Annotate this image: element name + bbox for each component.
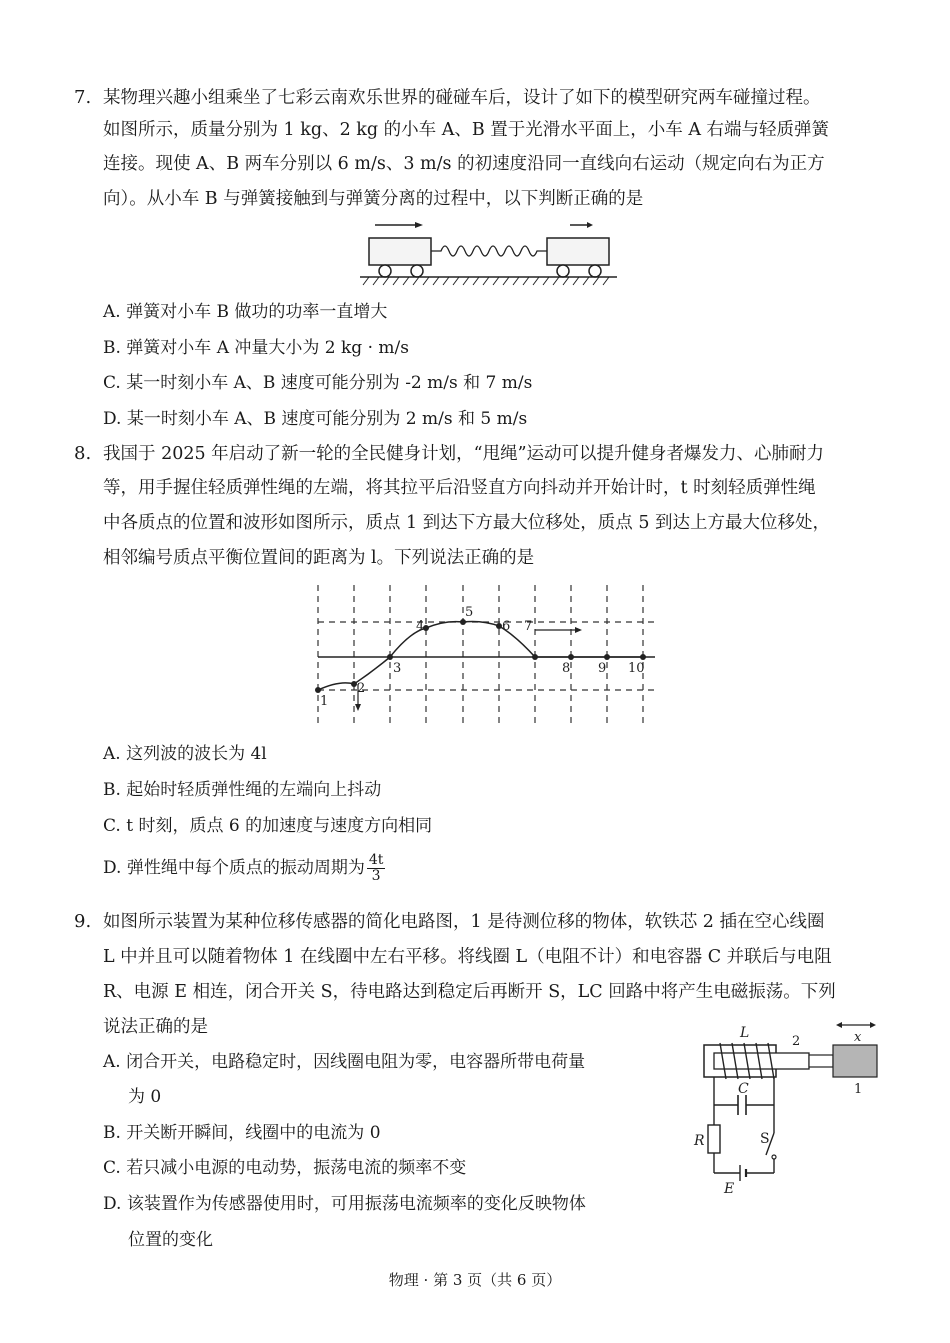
- q8-option-d-denominator: 3: [371, 868, 381, 884]
- q8-number: 8.: [74, 443, 92, 464]
- q8-option-b: B. 起始时轻质弹性绳的左端向上抖动: [103, 780, 382, 800]
- q9-line-3: R、电源 E 相连，闭合开关 S，待电路达到稳定后再断开 S，LC 回路中将产生电磁振荡。下列: [103, 982, 836, 1002]
- q7-carts-figure: [355, 215, 620, 290]
- q9-option-d-line-1: D. 该装置作为传感器使用时，可用振荡电流频率的变化反映物体: [103, 1194, 586, 1214]
- wave-label-8: 8: [562, 661, 571, 676]
- q8-line-3: 中各质点的位置和波形如图所示，质点 1 到达下方最大位移处，质点 5 到达上方最大位移处，: [103, 513, 831, 533]
- q7-option-d: D. 某一时刻小车 A、B 速度可能分别为 2 m/s 和 5 m/s: [103, 409, 528, 429]
- q9-option-c: C. 若只减小电源的电动势，振荡电流的频率不变: [103, 1158, 467, 1178]
- q8-option-d-fraction: [367, 853, 386, 884]
- q7-line-4: 向）。从小车 B 与弹簧接触到与弹簧分离的过程中，以下判断正确的是: [103, 189, 644, 209]
- wave-label-10: 10: [628, 661, 645, 676]
- q8-wave-figure: [310, 580, 665, 730]
- q8-option-d-numerator: 4t: [368, 852, 384, 868]
- wave-label-2: 2: [357, 681, 366, 696]
- circuit-label-s: S: [760, 1131, 770, 1147]
- q7-number: 7.: [74, 87, 92, 108]
- wave-label-1: 1: [320, 694, 329, 709]
- circuit-label-1: 1: [854, 1082, 863, 1097]
- circuit-label-x: x: [854, 1030, 862, 1045]
- circuit-label-e: E: [724, 1181, 735, 1197]
- circuit-label-r: R: [694, 1133, 705, 1149]
- wave-label-4: 4: [416, 619, 425, 634]
- circuit-label-l: L: [740, 1025, 750, 1041]
- q9-line-2: L 中并且可以随着物体 1 在线圈中左右平移。将线圈 L（电阻不计）和电容器 C 并联后与电阻: [103, 947, 832, 967]
- q9-line-4: 说法正确的是: [103, 1017, 208, 1037]
- q7-line-2: 如图所示，质量分别为 1 kg、2 kg 的小车 A、B 置于光滑水平面上，小车 A 右端与轻质弹簧: [103, 120, 830, 140]
- q7-line-1: 某物理兴趣小组乘坐了七彩云南欢乐世界的碰碰车后，设计了如下的模型研究两车碰撞过程。: [103, 88, 821, 108]
- q8-option-c: C. t 时刻，质点 6 的加速度与速度方向相同: [103, 816, 433, 836]
- q9-option-a-line-1: A. 闭合开关，电路稳定时，因线圈电阻为零，电容器所带电荷量: [103, 1052, 586, 1072]
- wave-label-6: 6: [502, 619, 511, 634]
- q8-option-d: [103, 853, 385, 884]
- q8-option-a: A. 这列波的波长为 4l: [103, 744, 267, 764]
- page-footer: 物理 · 第 3 页（共 6 页）: [388, 1271, 562, 1289]
- q9-option-a-line-2: 为 0: [128, 1087, 162, 1107]
- q7-line-3: 连接。现使 A、B 两车分别以 6 m/s、3 m/s 的初速度沿同一直线向右运动（规定向右为正方: [103, 154, 825, 174]
- q7-option-b: B. 弹簧对小车 A 冲量大小为 2 kg · m/s: [103, 338, 409, 358]
- q9-option-b: B. 开关断开瞬间，线圈中的电流为 0: [103, 1123, 381, 1143]
- wave-label-5: 5: [465, 605, 474, 620]
- q7-option-a: A. 弹簧对小车 B 做功的功率一直增大: [103, 302, 388, 322]
- q8-line-4: 相邻编号质点平衡位置间的距离为 l。下列说法正确的是: [103, 548, 535, 568]
- wave-label-9: 9: [598, 661, 607, 676]
- q9-line-1: 如图所示装置为某种位移传感器的简化电路图，1 是待测位移的物体，软铁芯 2 插在空心线圈: [103, 912, 825, 932]
- q8-option-d-text: D. 弹性绳中每个质点的振动周期为: [103, 858, 365, 878]
- q9-circuit-figure: [690, 1015, 885, 1200]
- q8-line-2: 等，用手握住轻质弹性绳的左端，将其拉平后沿竖直方向抖动并开始计时，t 时刻轻质弹性绳: [103, 478, 816, 498]
- circuit-label-2: 2: [792, 1034, 801, 1049]
- q9-number: 9.: [74, 911, 92, 932]
- q8-line-1: 我国于 2025 年启动了新一轮的全民健身计划，“甩绳”运动可以提升健身者爆发力、心肺耐力: [103, 444, 825, 464]
- q7-option-c: C. 某一时刻小车 A、B 速度可能分别为 -2 m/s 和 7 m/s: [103, 373, 533, 393]
- q9-option-d-line-2: 位置的变化: [128, 1230, 213, 1250]
- wave-label-7: 7: [524, 619, 533, 634]
- circuit-label-c: C: [738, 1081, 749, 1097]
- wave-label-3: 3: [393, 661, 402, 676]
